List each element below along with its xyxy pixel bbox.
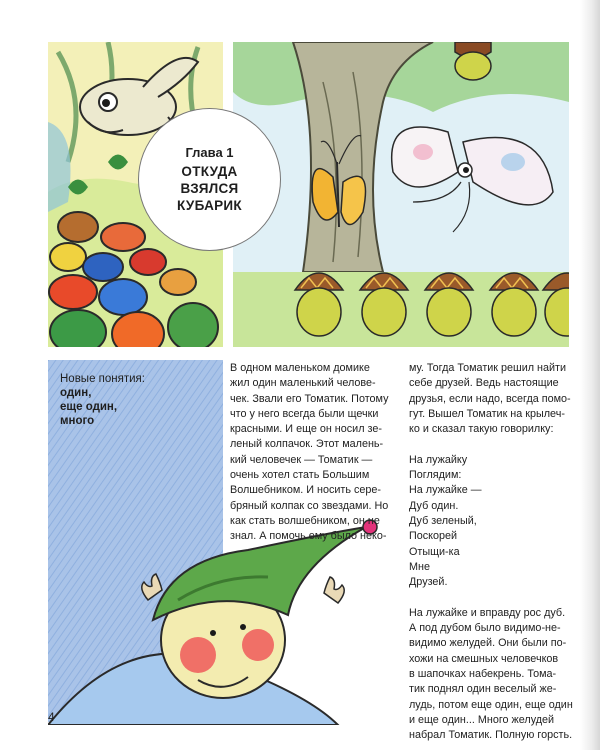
story-line: В одном маленьком домике xyxy=(230,362,370,374)
story-line: тик поднял один веселый же- xyxy=(409,683,557,696)
story-line: ко и сказал такую говорилку: xyxy=(409,423,554,436)
story-line: что у него всегда были щечки xyxy=(230,407,379,420)
concepts-term: еще один, xyxy=(60,401,118,413)
acorn-row xyxy=(295,273,569,336)
story-line: видимо желудей. Они были по- xyxy=(409,637,567,650)
poem-line: Поскорей xyxy=(409,530,458,543)
concepts-label: Новые понятия: xyxy=(60,373,145,385)
poem-line: На лужайке — xyxy=(409,484,482,497)
story-line: себе друзей. Ведь настоящие xyxy=(409,377,559,390)
story-line: гут. Вышел Томатик на крылеч- xyxy=(409,407,565,420)
paragraph-gap xyxy=(409,590,574,605)
concepts-term: много xyxy=(60,415,95,427)
new-concepts-box xyxy=(60,372,170,428)
chapter-title xyxy=(177,163,242,214)
story-line: как стать волшебником, он не xyxy=(230,514,380,527)
chapter-title-line: КУБАРИК xyxy=(177,198,242,213)
paragraph-gap xyxy=(409,437,574,452)
story-column-left xyxy=(230,361,404,545)
concepts-term: один, xyxy=(60,387,92,399)
story-column-right xyxy=(409,361,574,743)
poem-line: На лужайку xyxy=(409,453,468,466)
illustration-oak-butterflies xyxy=(233,42,569,347)
story-line: му. Тогда Томатик решил найти xyxy=(409,362,566,374)
poem-line: Дуб зеленый, xyxy=(409,514,477,527)
story-line: Волшебником. И носить сере- xyxy=(230,484,381,497)
story-line: очень хотел стать Большим xyxy=(230,469,370,482)
story-line: кий человечек — Томатик — xyxy=(230,453,373,466)
story-line: набрал Томатик. Полную горсть. xyxy=(409,729,573,742)
story-line: А под дубом было видимо-не- xyxy=(409,622,561,635)
chapter-title-line: ОТКУДА xyxy=(181,164,238,179)
story-line: жил один маленький челове- xyxy=(230,377,376,390)
chapter-title-line: ВЗЯЛСЯ xyxy=(180,181,239,196)
oak-butterflies-drawing xyxy=(233,42,569,347)
story-line: На лужайке и вправду рос дуб. xyxy=(409,606,566,619)
poem-line: Дуб один. xyxy=(409,499,459,512)
story-line: лудь, потом еще один, еще один xyxy=(409,698,573,711)
story-line: в шапочках набекрень. Тома- xyxy=(409,667,557,680)
story-line: знал. А помочь ему было неко- xyxy=(230,530,387,543)
page-number: 4 xyxy=(48,710,55,724)
story-line: хожи на смешных человечков xyxy=(409,652,559,665)
top-acorns xyxy=(455,42,491,80)
chapter-title-circle xyxy=(138,108,281,251)
page-edge-shadow xyxy=(580,0,600,750)
story-line: красными. И еще он носил зе- xyxy=(230,423,382,436)
story-line: друзья, если надо, всегда помо- xyxy=(409,392,571,405)
poem-line: Поглядим: xyxy=(409,469,462,482)
poem-line: Мне xyxy=(409,560,430,573)
story-line: чек. Звали его Томатик. Потому xyxy=(230,392,389,405)
poem-line: Отыщи-ка xyxy=(409,545,460,558)
story-line: и еще один... Много желудей xyxy=(409,713,555,726)
story-line: бряный колпак со звездами. Но xyxy=(230,499,389,512)
story-line: леный колпачок. Этот малень- xyxy=(230,438,384,451)
poem-line: Друзей. xyxy=(409,576,448,589)
chapter-number: Глава 1 xyxy=(185,145,234,160)
